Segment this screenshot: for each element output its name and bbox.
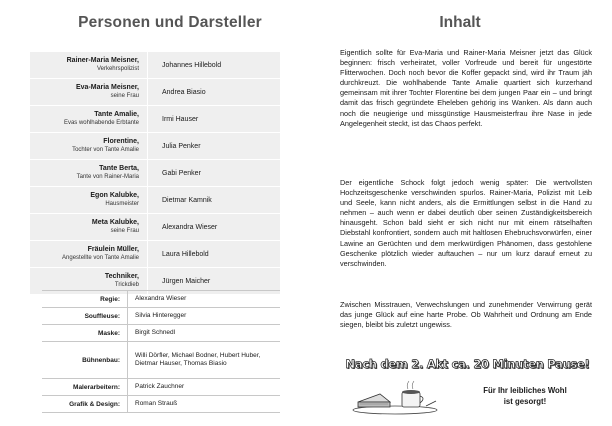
crew-value: Roman Strauß [135, 399, 178, 407]
cast-actor: Julia Penker [162, 142, 201, 150]
cast-actor: Alexandra Wieser [162, 223, 218, 231]
cast-actor: Johannes Hillebold [162, 61, 222, 69]
crew-row [42, 378, 280, 395]
crew-label: Souffleuse: [42, 308, 128, 324]
summary-paragraph-1: Eigentlich sollte für Eva-Maria und Rainer-Maria Meisner jetzt das Glück beginnen: frisch verheiratet, voller Vorfreude und bereit für ungestörte Flitterwochen. Doch noch bevor die Koffer gepackt sind, wird ihr Traum jäh durchkreuzt. Die wohlhabende Tante Amalie quartiert sich kurzerhand gemeinsam mit ihrer Tochter Florentine bei dem jungen Paar ein – und bringt damit das frisch gegründete Eheleben gehörig ins Wanken. Als dann auch noch die neugierige und missgünstige Hausmeisterfrau ihre Nase in jede Angelegenheit steckt, ist das Chaos perfekt. [340, 48, 592, 128]
catering-note-line-1: Für Ihr leibliches Wohl [483, 386, 567, 395]
cast-table [30, 52, 280, 295]
crew-row [42, 307, 280, 324]
cast-role-desc: Tante von Rainer-Maria [76, 174, 139, 180]
catering-note-line-2: ist gesorgt! [503, 397, 547, 406]
cast-role-desc: Hausmeister [105, 201, 139, 207]
cast-role-desc: Tochter von Tante Amalie [72, 147, 139, 153]
cast-role: Rainer-Maria Meisner, [66, 56, 139, 64]
intermission-notice: Nach dem 2. Akt ca. 20 Minuten Pause! [345, 357, 590, 371]
cast-row [30, 160, 280, 187]
cast-role: Fräulein Müller, [87, 245, 139, 253]
cast-row [30, 106, 280, 133]
crew-value: Silvia Hinteregger [135, 311, 187, 319]
cast-role-desc: seine Frau [110, 93, 139, 99]
cast-role: Tante Berta, [99, 164, 139, 172]
cast-role-desc: seine Frau [110, 228, 139, 234]
cast-actor: Dietmar Kamnik [162, 196, 212, 204]
cast-role: Florentine, [103, 137, 139, 145]
summary-paragraph-3: Zwischen Misstrauen, Verwechslungen und zunehmender Verwirrung gerät das junge Glück auf eine harte Probe. Ob Wahrheit und Ordnung am Ende siegen, bleibt bis zuletzt ungewiss. [340, 300, 592, 330]
crew-label: Regie: [42, 291, 128, 307]
crew-row [42, 341, 280, 378]
crew-row [42, 395, 280, 413]
cast-row [30, 187, 280, 214]
crew-value: Willi Dörfler, Michael Bodner, Hubert Huber, Dietmar Hauser, Thomas Biasio [135, 351, 261, 367]
crew-value: Birgit Schnedl [135, 328, 176, 336]
cast-actor: Jürgen Maicher [162, 277, 211, 285]
cast-role-desc: Trickdieb [114, 282, 139, 288]
summary-heading: Inhalt [439, 14, 481, 31]
cast-actor: Irmi Hauser [162, 115, 199, 123]
crew-value: Patrick Zauchner [135, 382, 185, 390]
crew-value: Alexandra Wieser [135, 294, 187, 302]
catering-note [450, 385, 600, 407]
coffee-and-cake-icon [350, 380, 440, 416]
crew-table [42, 290, 280, 413]
cast-role-desc: Angestellte von Tante Amalie [62, 255, 139, 261]
cast-role-desc: Verkehrspolizist [96, 66, 139, 72]
cast-row [30, 214, 280, 241]
cast-actor: Andrea Biasio [162, 88, 206, 96]
cast-actor: Laura Hillebold [162, 250, 209, 258]
cast-row [30, 133, 280, 160]
cast-role: Meta Kalubke, [91, 218, 139, 226]
summary-paragraph-2: Der eigentliche Schock folgt jedoch wenig später: Die wertvollsten Hochzeitsgeschenke verschwinden spurlos. Rainer-Maria, Polizist mit Leib und Seele, kann nicht anders, als die Ermittlungen selbst in die Hand zu nehmen – auch wenn er dabei deutlich über seinen Zuständigkeitsbereich hinausgeht. Schon bald sieht er sich nicht nur mit einem rätselhaften Diebstahl konfrontiert, sondern auch mit haltlosen Ehebruchsvorwürfen, einer Lawine an Gerüchten und dem merkwürdigen Phänomen, dass gestohlene Geschenke plötzlich wieder auftauchen – nur um kurz darauf erneut zu verschwinden. [340, 178, 592, 268]
cast-role: Techniker, [104, 272, 139, 280]
cast-heading: Personen und Darsteller [78, 14, 262, 31]
crew-label: Malerarbeitern: [42, 379, 128, 395]
crew-label: Grafik & Design: [42, 396, 128, 412]
cast-row [30, 241, 280, 268]
cast-role-desc: Evas wohlhabende Erbtante [63, 120, 139, 126]
cast-role: Tante Amalie, [94, 110, 139, 118]
crew-label: Maske: [42, 325, 128, 341]
cast-actor: Gabi Penker [162, 169, 201, 177]
cast-row [30, 79, 280, 106]
cast-role: Eva-Maria Meisner, [75, 83, 139, 91]
crew-row [42, 290, 280, 307]
crew-label: Bühnenbau: [42, 342, 128, 378]
cast-role: Egon Kalubke, [90, 191, 139, 199]
cast-row [30, 52, 280, 79]
crew-row [42, 324, 280, 341]
